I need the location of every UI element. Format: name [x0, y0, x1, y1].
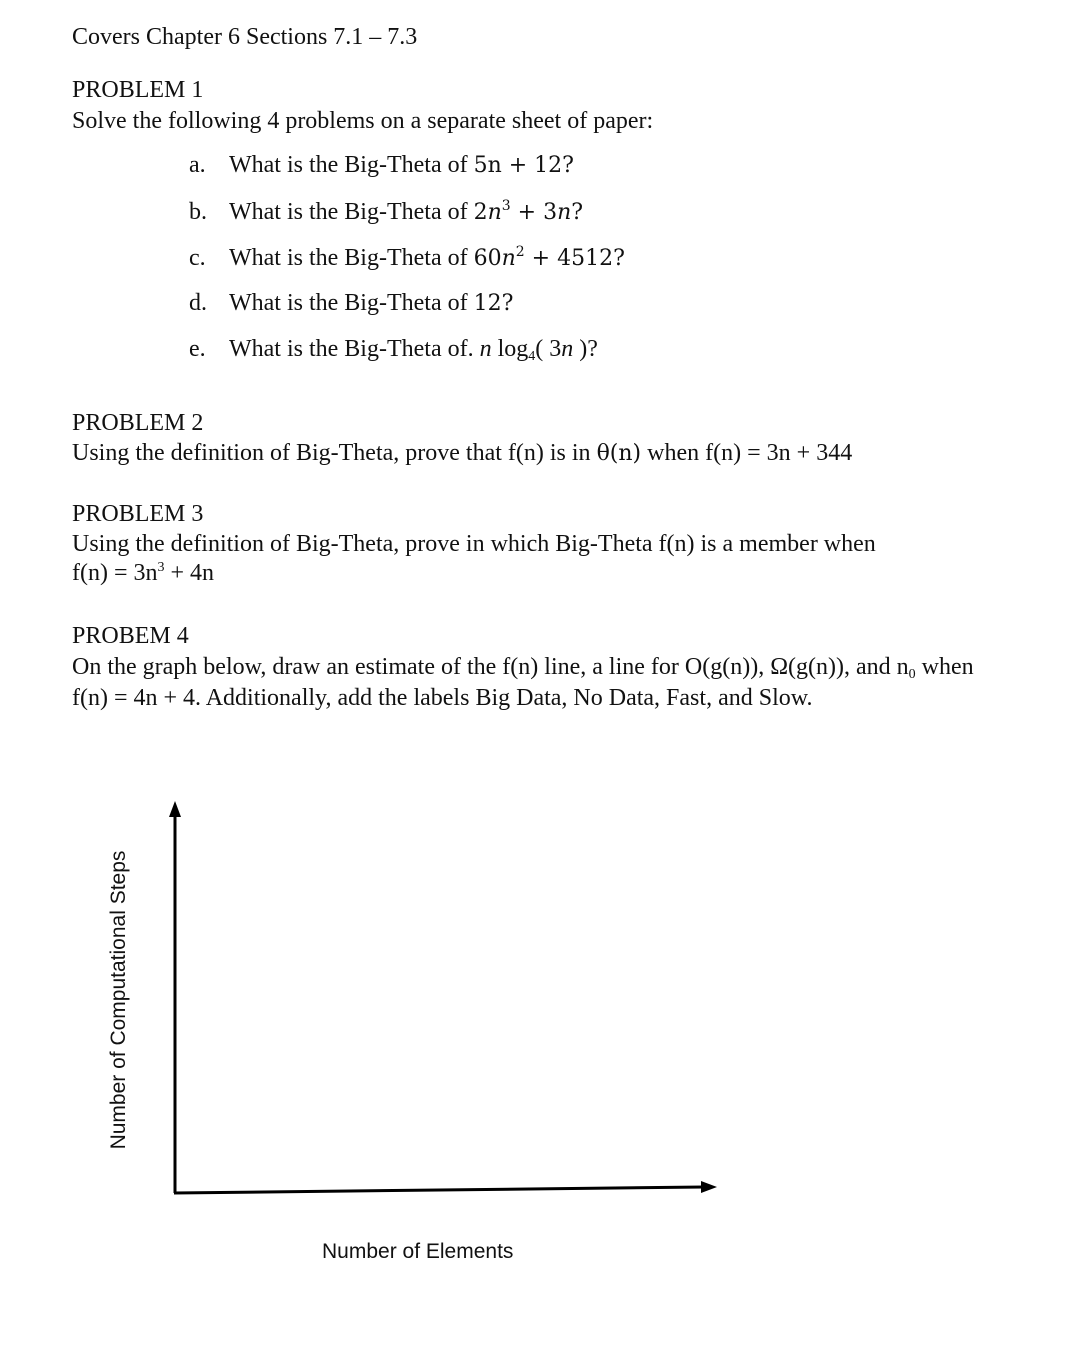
theta-expression: θ(n): [596, 441, 642, 466]
item-text: What is the Big-Theta of $2n^3 + 3n$?: [229, 198, 584, 225]
item-label: e.: [189, 336, 206, 362]
problem-1-instructions: Solve the following 4 problems on a separate sheet of paper:: [72, 108, 654, 134]
problem-2-heading: PROBLEM 2: [72, 410, 204, 436]
problem-2-text: Using the definition of Big-Theta, prove that f(n) is in θ(n) when f(n) = 3n + 344: [72, 440, 853, 466]
y-axis-arrowhead: [169, 801, 181, 817]
problem-1-heading: PROBLEM 1: [72, 77, 204, 103]
item-label: c.: [189, 245, 206, 271]
item-text: What is the Big-Theta of. n $\log_4$( 3n )?: [229, 336, 598, 364]
item-label: d.: [189, 290, 207, 316]
item-label: b.: [189, 199, 207, 225]
item-text: What is the Big-Theta of $60n^2 + 4512$?: [229, 244, 625, 271]
x-axis: [174, 1187, 704, 1193]
x-axis-label: Number of Elements: [322, 1240, 514, 1263]
problem-4-line-2: f(n) = 4n + 4. Additionally, add the labels Big Data, No Data, Fast, and Slow.: [72, 685, 813, 711]
problem-3-line-2: $f(n) = 3n^3 + 4n$: [72, 560, 215, 586]
problem-4-heading: PROBEM 4: [72, 623, 189, 649]
page-title: Covers Chapter 6 Sections 7.1 – 7.3: [72, 24, 418, 50]
item-label: a.: [189, 152, 206, 178]
problem-3-line-1: Using the definition of Big-Theta, prove in which Big-Theta f(n) is a member when: [72, 531, 876, 557]
problem-4-line-1: On the graph below, draw an estimate of the f(n) line, a line for O(g(n)), Ω(g(n)), and $n_0$ when: [72, 654, 974, 682]
item-text: What is the Big-Theta of 12?: [229, 290, 514, 316]
item-text: What is the Big-Theta of 5n + 12?: [229, 152, 574, 178]
y-axis-label: Number of Computational Steps: [107, 850, 130, 1150]
problem-3-heading: PROBLEM 3: [72, 501, 204, 527]
x-axis-arrowhead: [701, 1181, 717, 1193]
